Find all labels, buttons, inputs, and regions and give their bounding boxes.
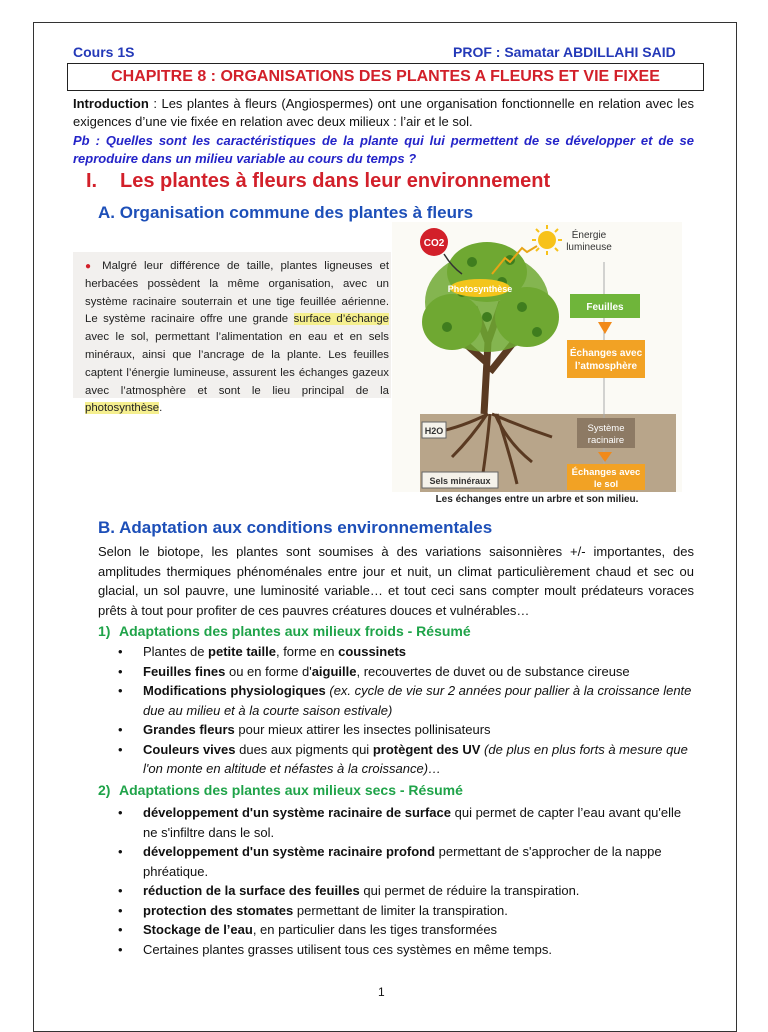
echanges-sol-label-2: le sol bbox=[593, 479, 619, 490]
list-item: • Couleurs vives dues aux pigments qui protègent des UV (de plus en plus forts à mesure que l'on monte en altitude et néfastes à la croissance)… bbox=[118, 740, 694, 779]
energie-label-2: lumineuse bbox=[566, 242, 612, 253]
list-item: • réduction de la surface des feuilles qui permet de réduire la transpiration. bbox=[118, 881, 694, 901]
list-item: • Modifications physiologiques (ex. cycle de vie sur 2 années pour pallier à la croissance lente due au milieu et à la courte saison estivale) bbox=[118, 681, 694, 720]
excerpt-highlight-1: surface d’échange bbox=[293, 313, 389, 326]
cold-adaptations-list bbox=[118, 642, 694, 779]
photosynthese-label: Photosynthèse bbox=[447, 284, 513, 294]
list-item: • Feuilles fines ou en forme d'aiguille, recouvertes de duvet ou de substance cireuse bbox=[118, 662, 694, 682]
page-number: 1 bbox=[378, 985, 385, 999]
energie-label-1: Énergie bbox=[571, 230, 607, 241]
sub-2-title: Adaptations des plantes aux milieux secs - Résumé bbox=[119, 782, 463, 798]
intro-text: : Les plantes à fleurs (Angiospermes) ont une organisation fonctionnelle en relation avec les exigences d’une vie fixée en relation avec deux milieux : l’air et le sol. bbox=[73, 96, 694, 129]
intro-label: Introduction bbox=[73, 96, 149, 111]
chapter-title: CHAPITRE 8 : ORGANISATIONS DES PLANTES A FLEURS ET VIE FIXEE bbox=[67, 63, 704, 91]
sub-1-number: 1) bbox=[98, 623, 111, 639]
diagram-caption: Les échanges entre un arbre et son milieu. bbox=[435, 494, 639, 505]
sun-icon bbox=[538, 231, 556, 249]
systeme-label-1: Système bbox=[587, 423, 625, 434]
list-item: • Certaines plantes grasses utilisent tous ces systèmes en même temps. bbox=[118, 940, 694, 960]
section-1-heading bbox=[86, 170, 550, 193]
systeme-label-2: racinaire bbox=[587, 435, 625, 446]
list-item: • protection des stomates permettant de limiter la transpiration. bbox=[118, 901, 694, 921]
tree-exchange-diagram bbox=[392, 222, 682, 512]
echanges-atmosphere-box bbox=[567, 340, 645, 378]
echanges-atm-label-1: Échanges avec bbox=[569, 348, 643, 359]
textbook-excerpt bbox=[73, 252, 391, 415]
excerpt-part-3: . bbox=[159, 402, 163, 415]
h2o-label: H2O bbox=[424, 426, 444, 436]
list-item: • Plantes de petite taille, forme en coussinets bbox=[118, 642, 694, 662]
feuilles-label: Feuilles bbox=[586, 302, 624, 313]
bullet-icon: ● bbox=[85, 261, 95, 272]
echanges-atm-label-2: l’atmosphère bbox=[574, 361, 638, 372]
problem-statement: Pb : Quelles sont les caractéristiques de la plante qui lui permettent de se développer et de se reproduire dans un milieu variable au cours du temps ? bbox=[73, 133, 694, 166]
introduction bbox=[73, 95, 694, 131]
dry-adaptations-list bbox=[118, 803, 694, 959]
list-item: • développement d'un système racinaire de surface qui permet de capter l’eau avant qu'elle ne s'infiltre dans le sol. bbox=[118, 803, 694, 842]
prof-label: PROF : Samatar ABDILLAHI SAID bbox=[453, 44, 676, 60]
list-item: • développement d'un système racinaire profond permettant de s'approcher de la nappe phréatique. bbox=[118, 842, 694, 881]
co2-label: CO2 bbox=[423, 238, 445, 249]
sub-1-title: Adaptations des plantes aux milieux froids - Résumé bbox=[119, 623, 471, 639]
excerpt-part-2: avec le sol, permettant l’alimentation en eau et en sels minéraux, ainsi que l’ancrage de la plante. Les feuilles captent l’énergie lumineuse, assurent les échanges gazeux avec l’atmosphère et sont le lieu principal de la bbox=[85, 331, 389, 397]
section-b-heading: B. Adaptation aux conditions environnementales bbox=[98, 518, 493, 537]
section-b-text: Selon le biotope, les plantes sont soumises à des variations saisonnières +/- importantes, des amplitudes thermiques phénoménales entre jour et nuit, un climat particulièrement chaud et sec ou glacial, un sol pauvre, une luminosité variable… et tout ceci sans compter moult prédateurs voraces prêts à tout pour profiter de ces pauvres créatures douces et vulnérables… bbox=[98, 544, 694, 618]
sub-1-heading bbox=[98, 623, 471, 639]
sub-2-heading bbox=[98, 782, 463, 798]
list-item: • Grandes fleurs pour mieux attirer les insectes pollinisateurs bbox=[118, 720, 694, 740]
sels-label: Sels minéraux bbox=[429, 476, 491, 486]
section-1-number: I. bbox=[86, 170, 98, 192]
excerpt-part-1: Malgré leur différence de taille, plantes ligneuses et herbacées possèdent la même organisation, avec un système racinaire souterrain et une tige feuillée aérienne. Le système racinaire offre une grande bbox=[85, 260, 390, 326]
course-label: Cours 1S bbox=[73, 44, 135, 60]
echanges-sol-label-1: Échanges avec bbox=[571, 467, 641, 478]
tree-illustration bbox=[392, 222, 682, 492]
section-a-heading: A. Organisation commune des plantes à fleurs bbox=[98, 203, 474, 222]
list-item: • Stockage de l’eau, en particulier dans les tiges transformées bbox=[118, 920, 694, 940]
excerpt-highlight-2: photosynthèse bbox=[85, 402, 160, 415]
sub-2-number: 2) bbox=[98, 782, 111, 798]
section-1-title: Les plantes à fleurs dans leur environnement bbox=[120, 170, 551, 192]
